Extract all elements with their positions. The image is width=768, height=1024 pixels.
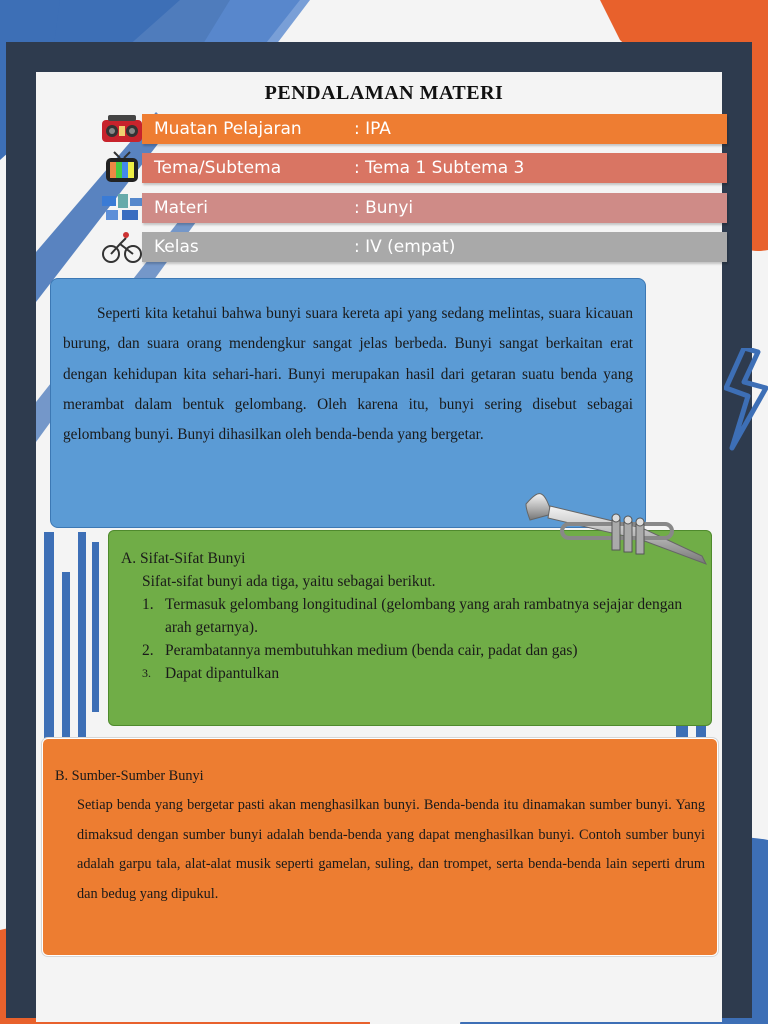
section-b-box (42, 738, 718, 956)
list-text: Perambatannya membutuhkan medium (benda cair, padat dan gas) (165, 642, 578, 659)
info-label: Kelas (154, 237, 199, 257)
section-b-heading: B. Sumber-Sumber Bunyi (55, 768, 204, 784)
trumpet-icon (522, 484, 712, 574)
list-text: Dapat dipantulkan (165, 665, 280, 682)
page-title: PENDALAMAN MATERI (264, 82, 504, 104)
list-number: 3. (142, 666, 151, 680)
info-label: Muatan Pelajaran (154, 119, 302, 139)
section-a-heading: A. Sifat-Sifat Bunyi (121, 550, 246, 567)
list-item (121, 639, 699, 662)
section-a-list (121, 593, 699, 685)
section-b-body: Setiap benda yang bergetar pasti akan menghasilkan bunyi. Benda-benda itu dinamakan sumber bunyi. Yang dimaksud dengan sumber bunyi adalah benda-benda yang dapat menghasilkan bunyi. Contoh sumber bunyi adalah garpu tala, alat-alat musik seperti gamelan, suling, dan trompet, serta benda-benda lain seperti drum dan bedug yang dipukul. (77, 797, 705, 902)
info-label: Materi (154, 198, 208, 218)
cyclist-icon (100, 230, 144, 264)
lightning-icon (724, 348, 768, 452)
info-value: : Tema 1 Subtema 3 (354, 158, 525, 178)
radio-icon (100, 112, 144, 146)
television-icon (100, 150, 144, 184)
list-number: 1. (142, 596, 154, 613)
section-a-intro: Sifat-sifat bunyi ada tiga, yaitu sebagai berikut. (142, 573, 436, 590)
info-label: Tema/Subtema (154, 158, 282, 178)
intro-paragraph: Seperti kita ketahui bahwa bunyi suara kereta api yang sedang melintas, suara kicauan burung, dan suara orang mendengkur sangat jelas berbeda. Bunyi sangat berkaitan erat dengan kehidupan kita sehari-hari. Bunyi merupakan hasil dari getaran suatu benda yang merambat dalam bentuk gelombang. Oleh karena itu, bunyi sering disebut sebagai gelombang bunyi. Bunyi dihasilkan oleh benda-benda yang bergetar. (63, 305, 633, 444)
info-row-kelas (142, 232, 727, 262)
devices-icon (100, 190, 144, 224)
list-item (121, 662, 699, 685)
info-row-muatan (142, 114, 727, 144)
list-text: Termasuk gelombang longitudinal (gelombang yang arah rambatnya sejajar dengan arah getarnya). (165, 596, 683, 636)
info-value: : IV (empat) (354, 237, 456, 257)
info-row-tema (142, 153, 727, 183)
info-value: : IPA (354, 119, 391, 139)
info-row-materi (142, 193, 727, 223)
info-value: : Bunyi (354, 198, 414, 218)
list-item (121, 593, 699, 639)
list-number: 2. (142, 642, 154, 659)
